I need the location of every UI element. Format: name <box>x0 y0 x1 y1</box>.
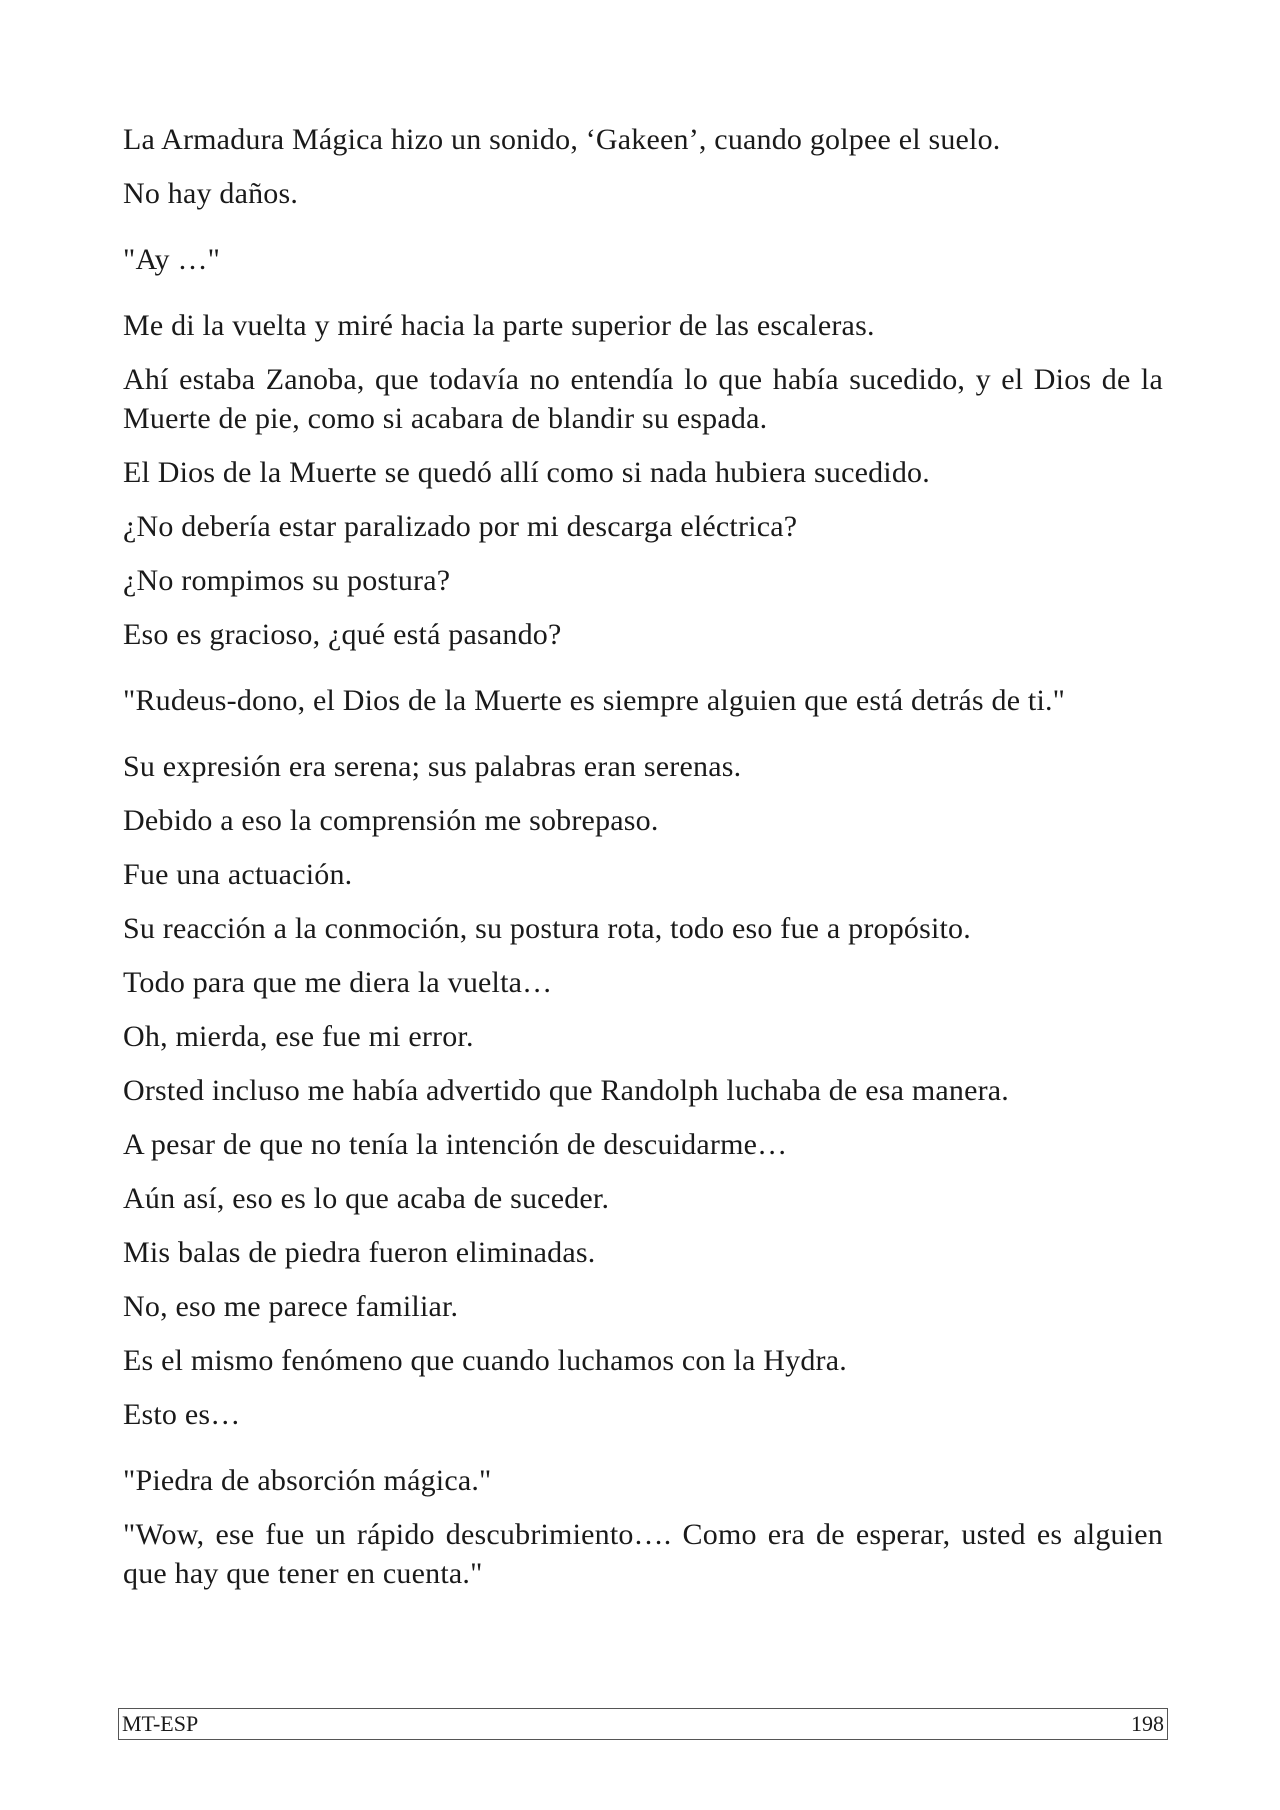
paragraph-12: Debido a eso la comprensión me sobrepaso. <box>123 804 659 837</box>
paragraph-2: No hay daños. <box>123 177 299 210</box>
paragraph-20: Mis balas de piedra fueron eliminadas. <box>123 1236 596 1269</box>
page-footer <box>118 1708 1168 1740</box>
paragraph-15: Todo para que me diera la vuelta… <box>123 966 553 999</box>
paragraph-24: "Piedra de absorción mágica." <box>123 1464 492 1497</box>
page-number: 198 <box>1131 1711 1164 1736</box>
paragraph-6: El Dios de la Muerte se quedó allí como si nada hubiera sucedido. <box>123 456 930 489</box>
paragraph-4: Me di la vuelta y miré hacia la parte superior de las escaleras. <box>123 309 875 342</box>
paragraph-23: Esto es… <box>123 1398 241 1431</box>
footer-label: MT-ESP <box>122 1711 199 1736</box>
paragraph-7: ¿No debería estar paralizado por mi descarga eléctrica? <box>123 510 798 543</box>
paragraph-21: No, eso me parece familiar. <box>123 1290 459 1323</box>
paragraph-5: Ahí estaba Zanoba, que todavía no entendía lo que había sucedido, y el Dios de la Muerte de pie, como si acabara de blandir su espada. <box>123 363 1163 435</box>
paragraph-8: ¿No rompimos su postura? <box>123 564 451 597</box>
page-body <box>123 120 1163 1608</box>
paragraph-17: Orsted incluso me había advertido que Randolph luchaba de esa manera. <box>123 1074 1009 1107</box>
paragraph-13: Fue una actuación. <box>123 858 353 891</box>
paragraph-22: Es el mismo fenómeno que cuando luchamos con la Hydra. <box>123 1344 847 1377</box>
paragraph-14: Su reacción a la conmoción, su postura rota, todo eso fue a propósito. <box>123 912 971 945</box>
paragraph-19: Aún así, eso es lo que acaba de suceder. <box>123 1182 610 1215</box>
paragraph-16: Oh, mierda, ese fue mi error. <box>123 1020 474 1053</box>
paragraph-18: A pesar de que no tenía la intención de descuidarme… <box>123 1128 788 1161</box>
paragraph-9: Eso es gracioso, ¿qué está pasando? <box>123 618 562 651</box>
paragraph-25: "Wow, ese fue un rápido descubrimiento…. Como era de esperar, usted es alguien que hay que tener en cuenta." <box>123 1518 1163 1590</box>
paragraph-1: La Armadura Mágica hizo un sonido, ‘Gakeen’, cuando golpee el suelo. <box>123 123 1001 156</box>
paragraph-10: "Rudeus-dono, el Dios de la Muerte es siempre alguien que está detrás de ti." <box>123 684 1066 717</box>
paragraph-11: Su expresión era serena; sus palabras eran serenas. <box>123 750 742 783</box>
paragraph-3: "Ay …" <box>123 243 221 276</box>
